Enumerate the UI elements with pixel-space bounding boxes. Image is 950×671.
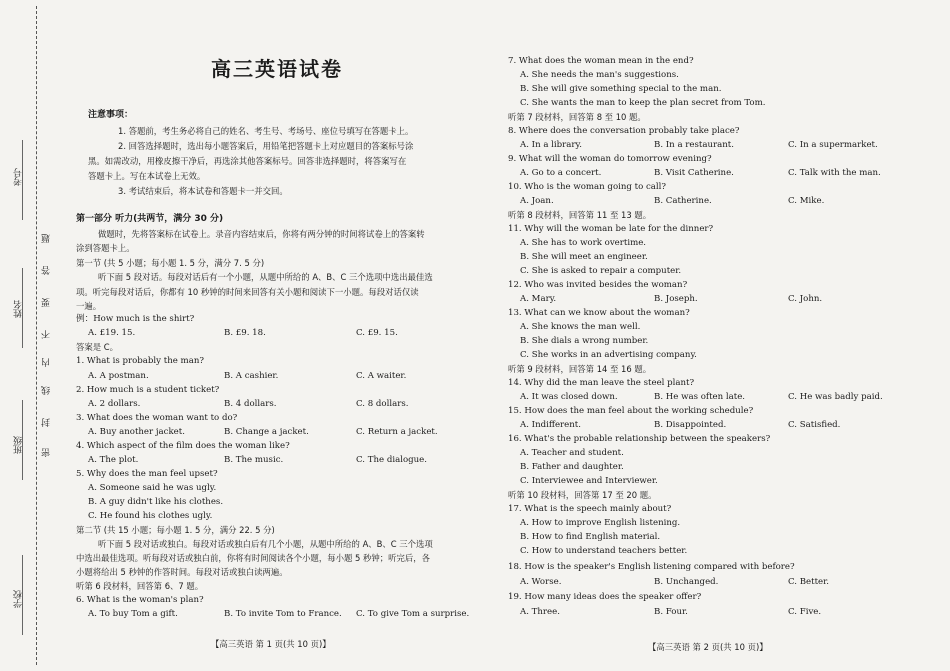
question: 19. How many ideas does the speaker offer? [508, 592, 702, 602]
option: B. Unchanged. [654, 577, 719, 587]
field-exam-number: 考号 [14, 168, 24, 186]
option: A. She knows the man well. [520, 322, 641, 332]
binding-margin [0, 0, 62, 671]
notice-line: 黑。如需改动，用橡皮擦干净后，再选涂其他答案标号。回答非选择题时，将答案写在 [88, 156, 407, 166]
question: 2. How much is a student ticket? [76, 385, 220, 395]
option: C. He found his clothes ugly. [88, 511, 213, 521]
option: B. She will meet an engineer. [520, 252, 648, 262]
option: C. Five. [788, 607, 822, 617]
option: C. The dialogue. [356, 455, 427, 465]
option: C. Better. [788, 577, 830, 587]
option: A. Worse. [520, 577, 562, 587]
part1-intro: 做题时，先将答案标在试卷上。录音内容结束后，你将有两分钟的时间将试卷上的答案转 [98, 229, 425, 239]
option: A. A postman. [88, 371, 149, 381]
question: 1. What is probably the man? [76, 356, 204, 366]
option: A. Teacher and student. [520, 448, 624, 458]
question: 10. Who is the woman going to call? [508, 182, 667, 192]
material-heading: 听第 6 段材料，回答第 6、7 题。 [76, 581, 204, 591]
option: A. The plot. [88, 455, 139, 465]
option: B. He was often late. [654, 392, 746, 402]
option: B. Four. [654, 607, 688, 617]
option: A. £19. 15. [88, 328, 136, 338]
section1-intro: 听下面 5 段对话。每段对话后有一个小题，从题中所给的 A、B、C 三个选项中选出最佳选 [98, 272, 433, 282]
option: C. John. [788, 294, 823, 304]
question: 18. How is the speaker's English listening compared with before? [508, 562, 795, 572]
example-answer: 答案是 C。 [76, 342, 119, 352]
question: 17. What is the speech mainly about? [508, 504, 672, 514]
option: A. She has to work overtime. [520, 238, 647, 248]
question: 7. What does the woman mean in the end? [508, 56, 694, 66]
field-name: 姓名 [14, 300, 24, 318]
question: 3. What does the woman want to do? [76, 413, 238, 423]
option: A. Joan. [520, 196, 554, 206]
material-heading: 听第 9 段材料，回答第 14 至 16 题。 [508, 364, 652, 374]
option: B. Father and daughter. [520, 462, 624, 472]
option: A. Three. [520, 607, 560, 617]
question: 13. What can we know about the woman? [508, 308, 690, 318]
option: B. A guy didn't like his clothes. [88, 497, 224, 507]
question: 9. What will the woman do tomorrow evening? [508, 154, 712, 164]
option: B. A cashier. [224, 371, 279, 381]
notice-title: 注意事项： [88, 110, 134, 120]
option: B. In a restaurant. [654, 140, 734, 150]
seal-line [36, 6, 37, 665]
option: B. Catherine. [654, 196, 712, 206]
option: B. Disappointed. [654, 420, 727, 430]
notice-line: 1. 答题前，考生务必将自己的姓名、考生号、考场号、座位号填写在答题卡上。 [118, 126, 414, 136]
section2-title: 第二节 (共 15 小题；每小题 1. 5 分，满分 22. 5 分) [76, 525, 275, 535]
part1-title: 第一部分 听力(共两节，满分 30 分) [76, 214, 224, 224]
option: A. She needs the man's suggestions. [520, 70, 679, 80]
section2-intro: 小题将给出 5 秒钟的作答时间。每段对话或独白读两遍。 [76, 567, 288, 577]
section2-intro: 听下面 5 段对话或独白。每段对话或独白后有几个小题，从题中所给的 A、B、C 三个选项 [98, 539, 433, 549]
option: B. £9. 18. [224, 328, 266, 338]
option: B. To invite Tom to France. [224, 609, 342, 619]
notice-line: 3. 考试结束后，将本试卷和答题卡一并交回。 [118, 186, 288, 196]
option: B. She dials a wrong number. [520, 336, 649, 346]
option: C. Mike. [788, 196, 825, 206]
option: C. 8 dollars. [356, 399, 409, 409]
seal-mark: 题 [42, 234, 52, 243]
option: C. A waiter. [356, 371, 407, 381]
option: C. Satisfied. [788, 420, 841, 430]
option: A. Buy another jacket. [88, 427, 185, 437]
question: 12. Who was invited besides the woman? [508, 280, 688, 290]
example-question: 例：How much is the shirt? [76, 314, 195, 324]
option: A. 2 dollars. [88, 399, 141, 409]
option: C. He was badly paid. [788, 392, 883, 402]
question: 8. Where does the conversation probably take place? [508, 126, 740, 136]
option: C. She wants the man to keep the plan secret from Tom. [520, 98, 766, 108]
notice-line: 2. 回答选择题时，选出每小题答案后，用铅笔把答题卡上对应题目的答案标号涂 [118, 141, 414, 151]
page-title: 高三英语试卷 [211, 57, 343, 81]
section1-title: 第一节 (共 5 小题；每小题 1. 5 分，满分 7. 5 分) [76, 258, 265, 268]
option: A. It was closed down. [520, 392, 618, 402]
option: C. Interviewee and Interviewer. [520, 476, 658, 486]
option: C. Return a jacket. [356, 427, 438, 437]
option: C. £9. 15. [356, 328, 398, 338]
question: 11. Why will the woman be late for the dinner? [508, 224, 714, 234]
option: A. To buy Tom a gift. [88, 609, 178, 619]
question: 14. Why did the man leave the steel plant? [508, 378, 695, 388]
option: A. Someone said he was ugly. [88, 483, 217, 493]
seal-mark: 封 [42, 418, 52, 427]
seal-mark: 答 [42, 266, 52, 275]
seal-mark: 内 [42, 358, 52, 367]
option: B. The music. [224, 455, 284, 465]
seal-mark: 密 [42, 448, 52, 457]
option: A. Go to a concert. [520, 168, 602, 178]
option: C. How to understand teachers better. [520, 546, 688, 556]
field-underline [22, 400, 23, 480]
option: A. Indifferent. [520, 420, 581, 430]
question: 4. Which aspect of the film does the woman like? [76, 441, 290, 451]
option: B. She will give something special to the man. [520, 84, 722, 94]
section1-intro: 一遍。 [76, 301, 102, 311]
seal-mark: 线 [42, 386, 52, 395]
option: C. To give Tom a surprise. [356, 609, 470, 619]
question: 15. How does the man feel about the working schedule? [508, 406, 754, 416]
option: B. 4 dollars. [224, 399, 277, 409]
option: C. She works in an advertising company. [520, 350, 697, 360]
field-school: 学校 [14, 590, 24, 608]
field-underline [22, 140, 23, 220]
material-heading: 听第 7 段材料，回答第 8 至 10 题。 [508, 112, 646, 122]
option: C. She is asked to repair a computer. [520, 266, 682, 276]
field-class: 班级 [14, 436, 24, 454]
option: B. Joseph. [654, 294, 698, 304]
material-heading: 听第 8 段材料，回答第 11 至 13 题。 [508, 210, 652, 220]
section2-intro: 中选出最佳选项。听每段对话或独白前，你将有时间阅读各个小题，每小题 5 秒钟；听完后，各 [76, 553, 431, 563]
option: B. Change a jacket. [224, 427, 309, 437]
option: A. How to improve English listening. [520, 518, 681, 528]
notice-line: 答题卡上。写在本试卷上无效。 [88, 171, 206, 181]
question: 16. What's the probable relationship between the speakers? [508, 434, 771, 444]
section1-intro: 项。听完每段对话后，你都有 10 秒钟的时间来回答有关小题和阅读下一小题。每段对话仅读 [76, 287, 419, 297]
seal-mark: 要 [42, 298, 52, 307]
option: B. How to find English material. [520, 532, 661, 542]
field-underline [22, 555, 23, 635]
option: A. In a library. [520, 140, 582, 150]
page-footer: 【高三英语 第 1 页(共 10 页)】 [211, 639, 331, 649]
option: A. Mary. [520, 294, 557, 304]
option: B. Visit Catherine. [654, 168, 734, 178]
option: C. Talk with the man. [788, 168, 881, 178]
question: 6. What is the woman's plan? [76, 595, 204, 605]
part1-intro: 涂到答题卡上。 [76, 243, 135, 253]
page-footer: 【高三英语 第 2 页(共 10 页)】 [648, 642, 768, 652]
material-heading: 听第 10 段材料，回答第 17 至 20 题。 [508, 490, 657, 500]
field-underline [22, 268, 23, 348]
option: C. In a supermarket. [788, 140, 878, 150]
question: 5. Why does the man feel upset? [76, 469, 218, 479]
seal-mark: 不 [42, 330, 52, 339]
